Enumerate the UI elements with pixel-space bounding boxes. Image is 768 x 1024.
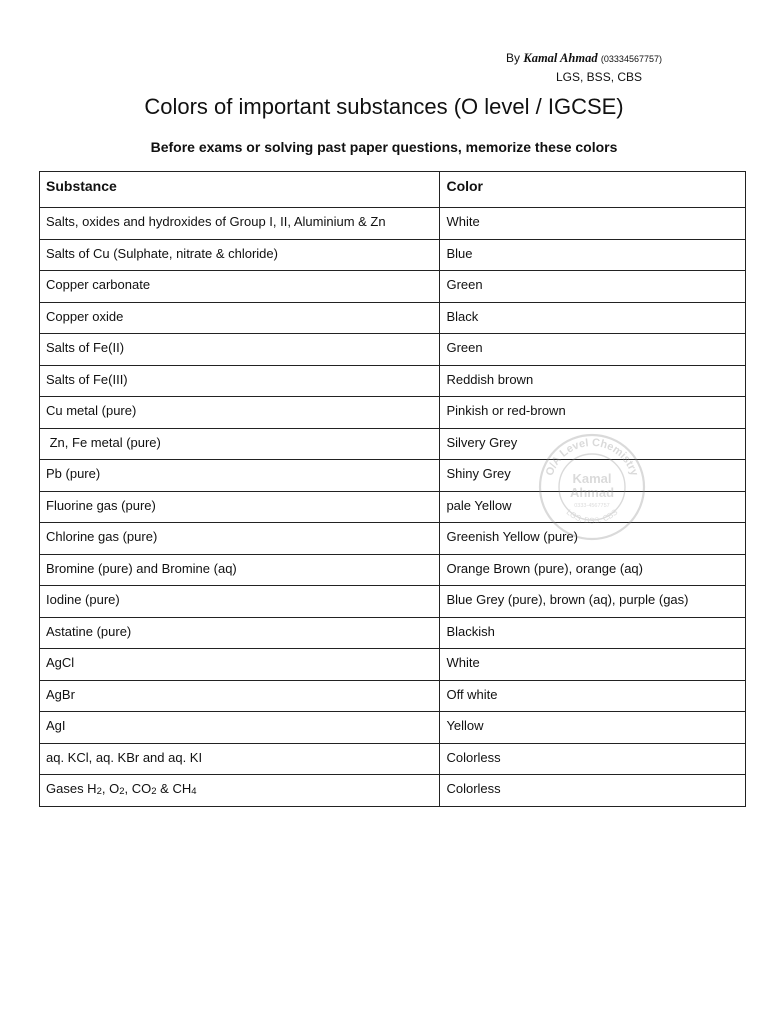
page-title: Colors of important substances (O level / IGCSE)	[144, 94, 624, 119]
color-cell: Blue Grey (pure), brown (aq), purple (gas)	[440, 586, 746, 618]
substance-cell: Chlorine gas (pure)	[40, 523, 440, 555]
table-row	[40, 365, 746, 397]
table-row	[40, 239, 746, 271]
color-cell: pale Yellow	[440, 491, 746, 523]
table-row	[40, 680, 746, 712]
color-cell: Colorless	[440, 775, 746, 807]
table-row	[40, 271, 746, 303]
stamp-name-line1: Kamal	[572, 471, 612, 486]
author-block	[506, 50, 726, 85]
substance-cell: Salts of Cu (Sulphate, nitrate & chloride)	[40, 239, 440, 271]
stamp-phone: 0333-4567757	[574, 503, 610, 509]
color-cell: Pinkish or red-brown	[440, 397, 746, 429]
o2-subscript: 2	[119, 786, 125, 797]
substance-cell: aq. KCl, aq. KBr and aq. KI	[40, 743, 440, 775]
colors-table	[39, 171, 746, 807]
gases-sep-co2: , CO	[124, 781, 152, 796]
color-cell: White	[440, 649, 746, 681]
h2-subscript: 2	[96, 786, 102, 797]
author-name: Kamal Ahmad	[523, 51, 598, 65]
substance-cell: Iodine (pure)	[40, 586, 440, 618]
stamp-bottom-text: LGS, BSS, CBS	[564, 507, 620, 526]
table-row	[40, 712, 746, 744]
substance-cell: Salts of Fe(III)	[40, 365, 440, 397]
table-row	[40, 334, 746, 366]
table-row	[40, 302, 746, 334]
substance-cell: Zn, Fe metal (pure)	[40, 428, 440, 460]
substance-cell: AgBr	[40, 680, 440, 712]
gases-suffix: & CH	[156, 781, 192, 796]
color-cell: Black	[440, 302, 746, 334]
stamp-ring-text: O/A Level Chemistry	[543, 436, 641, 478]
author-schools: LGS, BSS, CBS	[556, 70, 643, 84]
stamp-name-line2: Ahmad	[569, 485, 615, 500]
color-cell: Green	[440, 271, 746, 303]
color-cell: Green	[440, 334, 746, 366]
table-row	[40, 649, 746, 681]
table-row	[40, 208, 746, 240]
color-cell: Orange Brown (pure), orange (aq)	[440, 554, 746, 586]
gases-prefix: Gases H	[46, 781, 97, 796]
substance-cell: Pb (pure)	[40, 460, 440, 492]
color-cell: Yellow	[440, 712, 746, 744]
column-header-color: Color	[440, 172, 746, 208]
author-by-prefix: By	[506, 51, 521, 65]
substance-cell: AgI	[40, 712, 440, 744]
substance-cell: Astatine (pure)	[40, 617, 440, 649]
color-cell: Off white	[440, 680, 746, 712]
color-cell: Silvery Grey	[440, 428, 746, 460]
table-row	[40, 775, 746, 807]
substance-cell: AgCl	[40, 649, 440, 681]
table-row	[40, 397, 746, 429]
substance-cell: Fluorine gas (pure)	[40, 491, 440, 523]
substance-cell: Salts of Fe(II)	[40, 334, 440, 366]
table-row	[40, 586, 746, 618]
author-phone: (03334567757)	[600, 54, 662, 64]
color-cell: Blue	[440, 239, 746, 271]
table-header-row	[40, 172, 746, 208]
substance-cell: Copper oxide	[40, 302, 440, 334]
column-header-substance: Substance	[40, 172, 440, 208]
co2-subscript: 2	[151, 786, 157, 797]
table-row	[40, 491, 746, 523]
substance-cell: Bromine (pure) and Bromine (aq)	[40, 554, 440, 586]
gases-sep-o2: , O	[101, 781, 120, 796]
table-row	[40, 460, 746, 492]
table-row	[40, 523, 746, 555]
table-row	[40, 743, 746, 775]
color-cell: White	[440, 208, 746, 240]
color-cell: Reddish brown	[440, 365, 746, 397]
color-cell: Colorless	[440, 743, 746, 775]
ch4-subscript: 4	[191, 786, 197, 797]
table-row	[40, 554, 746, 586]
substance-cell: Salts, oxides and hydroxides of Group I, II, Aluminium & Zn	[40, 208, 440, 240]
color-cell: Greenish Yellow (pure)	[440, 523, 746, 555]
color-cell: Blackish	[440, 617, 746, 649]
substance-cell: Cu metal (pure)	[40, 397, 440, 429]
substance-cell: Copper carbonate	[40, 271, 440, 303]
page-subtitle: Before exams or solving past paper questions, memorize these colors	[150, 139, 618, 155]
table-row	[40, 617, 746, 649]
table-row	[40, 428, 746, 460]
substance-cell-gases	[40, 775, 440, 807]
color-cell: Shiny Grey	[440, 460, 746, 492]
